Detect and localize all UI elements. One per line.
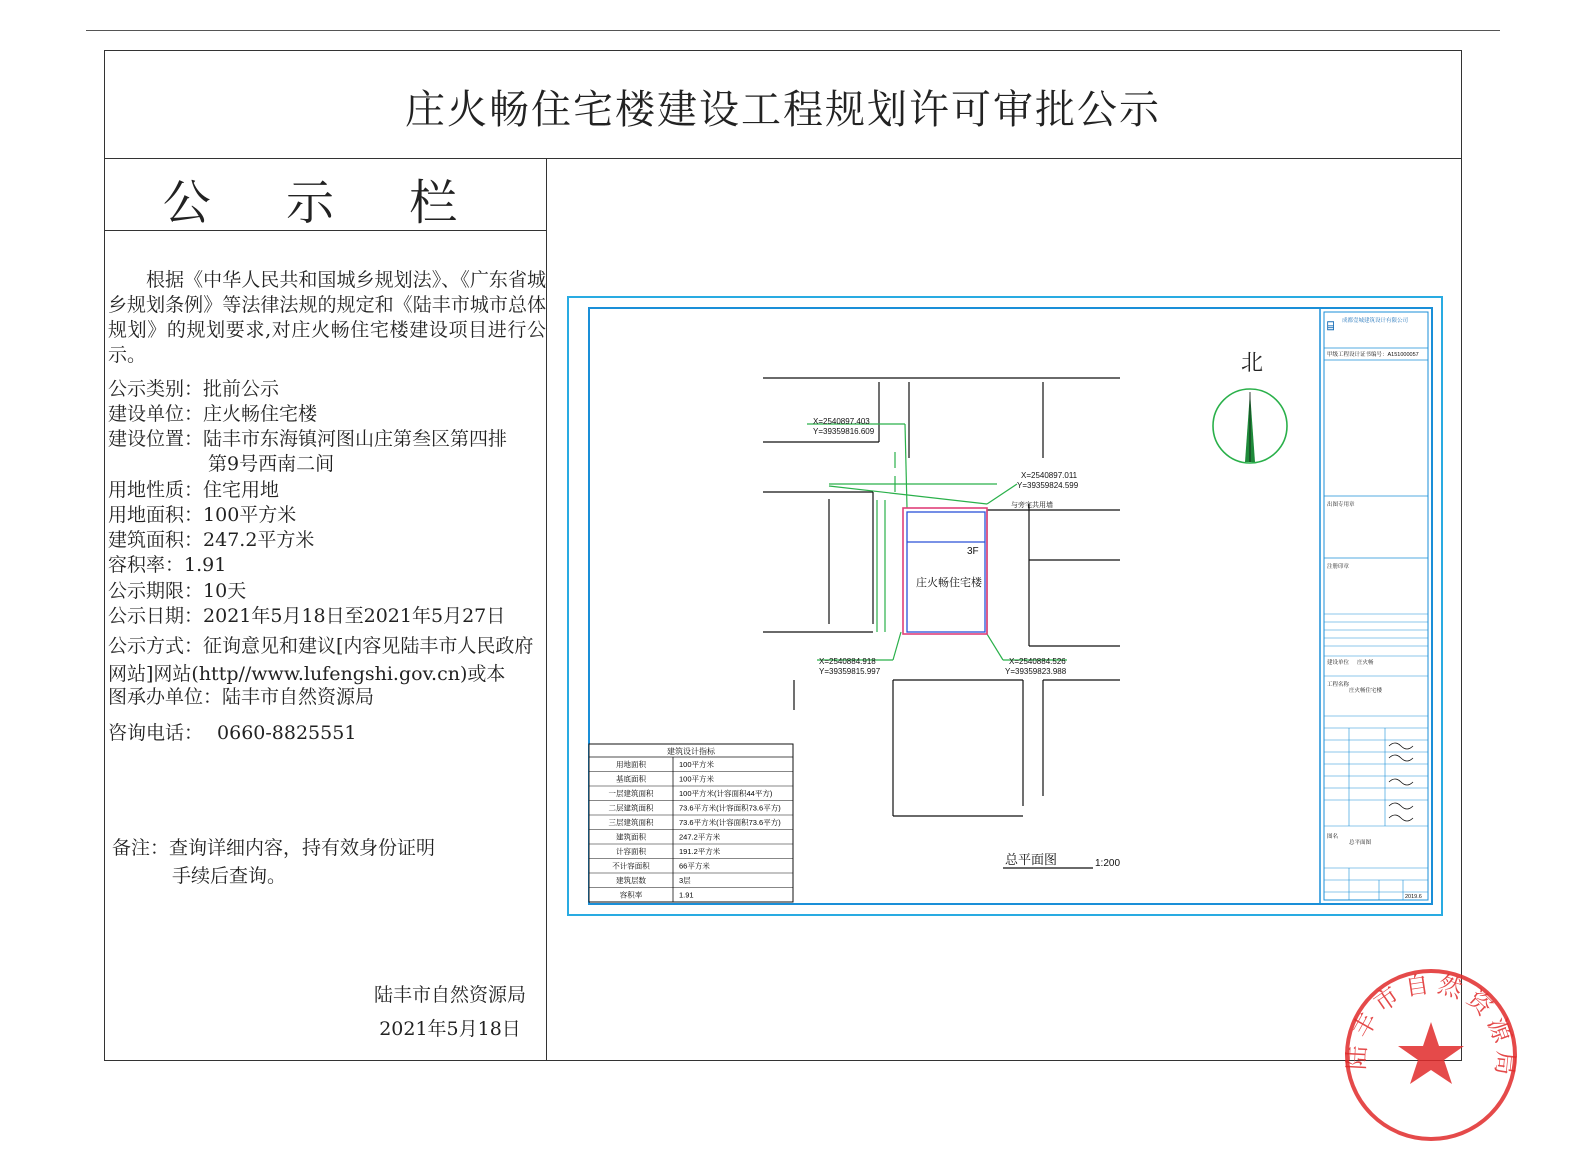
board-heading: 公 示 栏 (162, 175, 488, 231)
client-label: 建设单位 (1327, 660, 1350, 666)
indicator-table-title: 建筑设计指标 (667, 747, 715, 756)
coord-nw-y: Y=39359816.609 (813, 427, 875, 436)
indicator-name: 计容面积 (616, 847, 646, 856)
floors-label: 3F (967, 546, 979, 557)
project-label: 工程名称 (1327, 682, 1350, 688)
indicator-name: 一层建筑面积 (608, 789, 654, 798)
plan-title: 总平面图 (1005, 852, 1058, 867)
project-name: 庄火畅住宅楼 (1349, 688, 1383, 694)
company-name: 成都壹城建筑设计有限公司 (1342, 318, 1409, 324)
stamp-label: 出图专用章 (1327, 502, 1355, 508)
phone: 咨询电话： 0660-8825551 (108, 722, 357, 744)
top-rule (86, 30, 1500, 31)
indicator-value: 100平方米 (679, 774, 715, 784)
board-intro: 根据《中华人民共和国城乡规划法》、《广东省城乡规划条例》等法律法规的规定和《陆丰市城市总体规划》的规划要求,对庄火畅住宅楼建设项目进行公示。 (108, 269, 546, 366)
site-plan-drawing (567, 296, 1443, 916)
indicator-value: 247.2平方米 (679, 832, 721, 842)
column-divider (546, 158, 547, 1061)
indicator-value: 100平方米(计容面积44平方) (679, 789, 773, 798)
building-label: 庄火畅住宅楼 (916, 577, 982, 589)
field-floor-area: 建筑面积：247.2平方米 (108, 529, 315, 551)
field-land-use: 用地性质：住宅用地 (108, 479, 280, 501)
indicator-value: 66平方米 (679, 861, 710, 871)
building-outline (903, 508, 987, 634)
indicator-name: 基底面积 (616, 774, 646, 784)
coord-ne-x: X=2540897.011 (1021, 471, 1078, 480)
note (112, 834, 435, 890)
cert-number: 甲级工程设计证书编号：A151000057 (1327, 352, 1419, 358)
signature-org: 陆丰市自然资源局 (373, 984, 526, 1006)
indicator-value: 191.2平方米 (679, 847, 721, 856)
field-plot-ratio: 容积率：1.91 (108, 554, 227, 576)
north-arrow (1213, 351, 1287, 463)
organizer: 图承办单位：陆丰市自然资源局 (108, 686, 375, 708)
north-label: 北 (1241, 351, 1264, 376)
indicator-name: 不计容面积 (612, 861, 650, 871)
coord-se-x: X=2540884.526 (1009, 657, 1066, 666)
coord-nw-x: X=2540897.403 (813, 417, 870, 426)
seal-text: 陆丰市自然资源局 (1342, 969, 1521, 1083)
indicator-value: 73.6平方米(计容面积73.6平方) (679, 803, 781, 813)
page-title: 庄火畅住宅楼建设工程规划许可审批公示 (405, 87, 1161, 133)
drawing-name: 总平面图 (1349, 840, 1372, 846)
indicator-table (589, 744, 793, 902)
indicator-value: 1.91 (679, 890, 694, 900)
note-line-2: 手续后查询。 (172, 865, 287, 887)
plan-scale: 1:200 (1095, 858, 1121, 869)
reg-seal-label: 注册印章 (1327, 564, 1350, 570)
drawing-date: 2019.6 (1405, 894, 1422, 900)
signature-date: 2021年5月18日 (379, 1018, 521, 1040)
indicator-name: 容积率 (619, 890, 643, 900)
field-dates: 公示日期：2021年5月18日至2021年5月27日 (108, 605, 506, 627)
note-line-1: 备注：查询详细内容，持有效身份证明 (112, 837, 436, 859)
shared-wall-label: 与旁宅共用墙 (1011, 502, 1053, 509)
field-period: 公示期限：10天 (108, 580, 247, 602)
indicator-value: 3层 (679, 876, 691, 885)
coord-sw-x: X=2540884.918 (819, 657, 876, 666)
field-unit: 建设单位：庄火畅住宅楼 (108, 403, 318, 425)
company-logo-icon: ⌸ (1327, 319, 1335, 333)
field-category: 公示类别：批前公示 (108, 378, 280, 400)
indicator-name: 用地面积 (616, 760, 646, 769)
publication-method: 公示方式：征询意见和建议[内容见陆丰市人民政府网站]网站(http//www.lufengshi.gov.cn)或本 (108, 635, 534, 685)
signature-scribbles (1389, 743, 1413, 821)
indicator-name: 二层建筑面积 (608, 803, 654, 813)
field-location: 建设位置：陆丰市东海镇河图山庄第叁区第四排 (108, 428, 508, 450)
signature-block (330, 978, 570, 1046)
neighbor-lots (763, 378, 1120, 816)
drawing-name-label: 图名 (1327, 834, 1339, 840)
coordinate-labels (813, 417, 1079, 676)
indicator-name: 建筑层数 (616, 876, 646, 885)
coord-sw-y: Y=39359815.997 (819, 667, 881, 676)
title-divider (104, 158, 1462, 159)
field-location-cont: 第9号西南二间 (208, 453, 335, 475)
indicator-value: 100平方米 (679, 760, 715, 769)
coord-ne-y: Y=39359824.599 (1017, 481, 1079, 490)
indicator-name: 建筑面积 (616, 832, 646, 842)
indicator-value: 73.6平方米(计容面积73.6平方) (679, 818, 781, 827)
indicator-name: 三层建筑面积 (608, 818, 654, 827)
client-name: 庄火畅 (1357, 660, 1374, 666)
field-land-area: 用地面积：100平方米 (108, 504, 297, 526)
official-seal (1336, 960, 1526, 1150)
seal-star-icon (1398, 1022, 1464, 1084)
coord-se-y: Y=39359823.988 (1005, 667, 1067, 676)
title-block (1324, 312, 1428, 900)
